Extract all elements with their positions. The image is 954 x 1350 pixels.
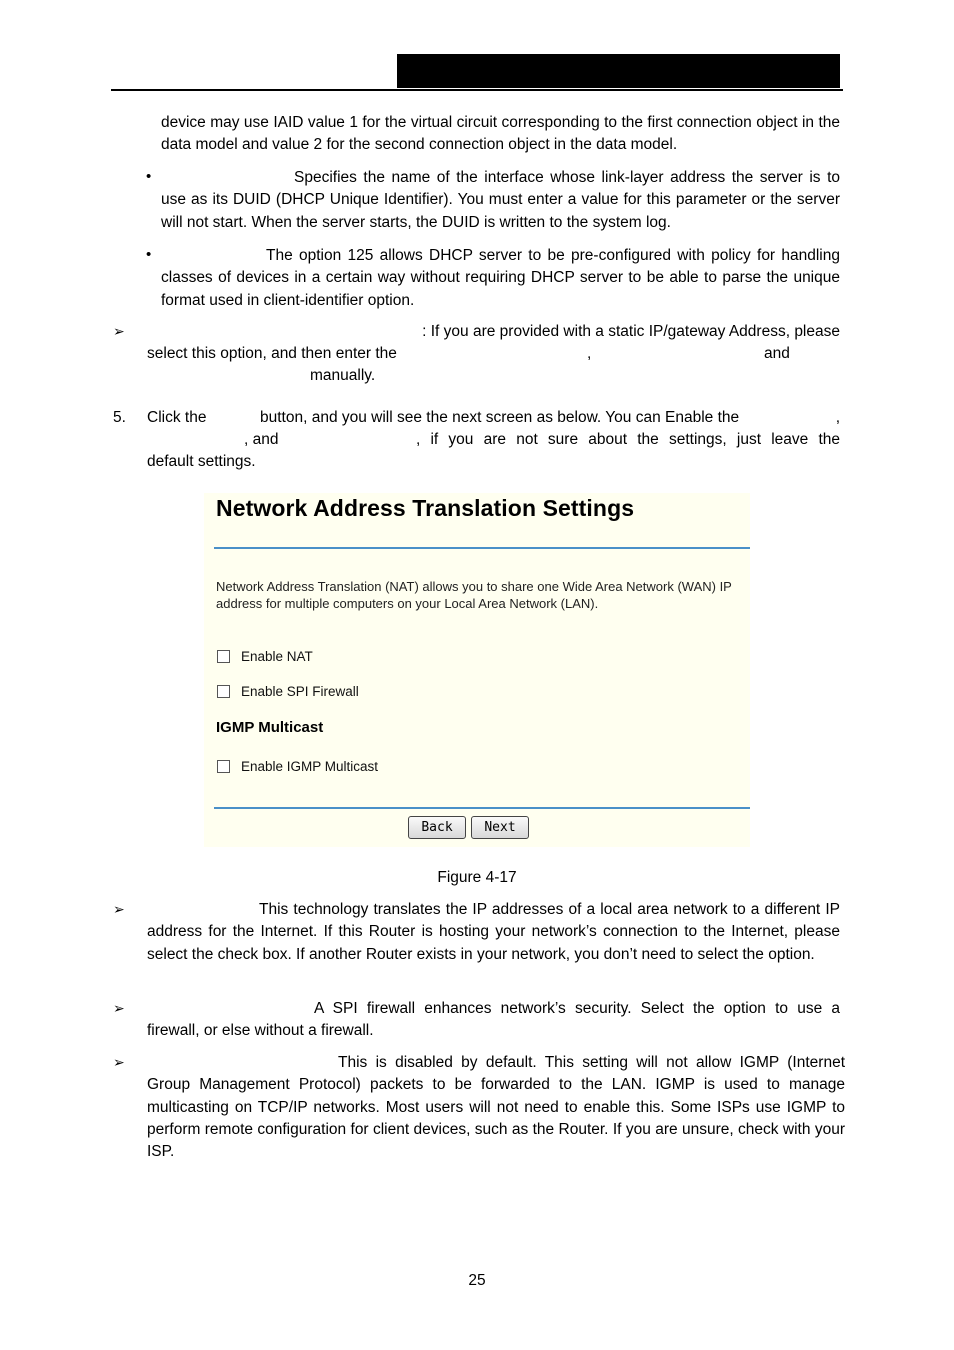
page-number: 25 [468,1272,486,1289]
figure-caption: Figure 4-17 [437,869,517,886]
igmp-description: This is disabled by default. This setting will not allow IGMP (Internet Group Management Protocol) packets to be forwarded to the LAN. IGMP is used to manage multicasting on TCP/IP networks. Most users will not need to enable this. Some ISPs use IGMP to perform remote configuration for client devices, such as the Router. If you are unsure, check with your ISP. [147,1054,845,1161]
static-ip-paragraph [147,321,840,388]
intro-paragraph: device may use IAID value 1 for the virtual circuit corresponding to the first connection object in the data model and value 2 for the second connection object in the data model. [161,114,840,154]
enable-spi-label: Enable SPI Firewall [241,684,359,699]
arrow-bullet-icon: ➢ [113,901,125,917]
header-rule [111,89,843,91]
option125-paragraph: The option 125 allows DHCP server to be pre-configured with policy for handling classes of devices in a certain way without requiring DHCP server to be able to parse the unique format used in client-identifier option. [161,247,840,309]
enable-nat-checkbox[interactable] [217,650,230,663]
enable-igmp-row[interactable] [217,759,378,774]
step5-line1b: button, and you will see the next screen as below. You can Enable the [260,409,740,426]
static-line2b: , [587,345,592,363]
step5-line3: default settings. [147,453,256,470]
step5-line1c: , [835,409,840,426]
static-line2c: and [764,345,790,363]
arrow-bullet-icon: ➢ [113,323,125,339]
duid-paragraph: Specifies the name of the interface whose link-layer address the server is to use as its DUID (DHCP Unique Identifier). You must enter a value for this parameter or the server will not start. When the server starts, the DUID is written to the system log. [161,169,840,231]
step-number: 5. [113,409,126,426]
step5-line2b: , if you are not sure about the settings, just leave the [416,431,840,448]
static-line3: manually. [310,367,376,385]
arrow-bullet-icon: ➢ [113,1054,125,1070]
step5-line1a: Click the [147,409,207,426]
enable-nat-row[interactable] [217,649,313,664]
header-bar [397,54,840,88]
panel-top-rule [214,547,750,549]
enable-spi-row[interactable] [217,684,359,699]
spi-description: A SPI firewall enhances network’s security. Select the option to use a firewall, or else without a firewall. [147,1000,840,1040]
step5-line2a: , and [244,431,279,448]
enable-igmp-label: Enable IGMP Multicast [241,759,379,774]
static-line1: : If you are provided with a static IP/gateway Address, please [422,323,840,340]
arrow-bullet-icon: ➢ [113,1000,125,1016]
nat-settings-screenshot [204,493,750,847]
bullet-dot-icon: • [146,246,152,263]
enable-nat-label: Enable NAT [241,649,313,664]
step5-paragraph [113,407,840,473]
igmp-heading: IGMP Multicast [216,719,324,736]
back-button[interactable]: Back [408,816,466,839]
nat-description: This technology translates the IP addresses of a local area network to a different IP address for the Internet. If this Router is hosting your network’s connection to the Internet, please select the check box. If another Router exists in your network, you don’t need to select the option. [147,901,840,963]
enable-igmp-checkbox[interactable] [217,760,230,773]
panel-description: Network Address Translation (NAT) allows you to share one Wide Area Network (WAN) IP address for multiple computers on your Local Area Network (LAN). [216,579,732,611]
next-button[interactable]: Next [471,816,529,839]
static-line2a: select this option, and then enter the [147,345,397,363]
panel-title: Network Address Translation Settings [216,495,635,521]
enable-spi-checkbox[interactable] [217,685,230,698]
panel-bottom-rule [214,807,750,809]
bullet-dot-icon: • [146,168,152,185]
